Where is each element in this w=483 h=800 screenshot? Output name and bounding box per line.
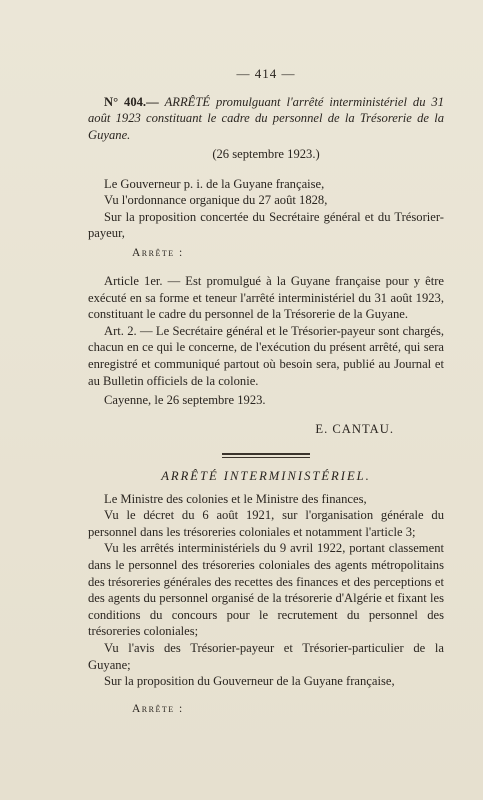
decree-number: N° 404.— [104, 94, 159, 109]
paragraph: Vu l'avis des Trésorier-payeur et Trésorier-particulier de la Guyane; [88, 640, 444, 672]
arrete-label: Arrête : [132, 246, 184, 259]
page-number: — 414 — [236, 66, 296, 81]
divider-rule [222, 453, 310, 458]
arrete-label: Arrête : [132, 703, 184, 716]
section-title: ARRÊTÉ INTERMINISTÉRIEL. [161, 468, 371, 483]
paragraph: Sur la proposition du Gouverneur de la Guyane française, [104, 674, 395, 689]
paragraph: Vu les arrêtés interministériels du 9 avril 1922, portant classement dans le personnel des trésoreries coloniales des agents métropolitains des trésoreries générales des recettes des finances et des perceptions et des agents du personnel organisé de la trésorerie d'Algérie et fixant les conditions du concours pour le recrutement du personnel des trésoreries coloniales; [88, 541, 444, 639]
decree-header [88, 94, 444, 144]
paragraph: Vu le décret du 6 août 1921, sur l'organisation générale du personnel dans les trésoreries coloniales et notamment l'article 3; [88, 508, 444, 539]
article-1: Article 1er. — Est promulgué à la Guyane française pour y être exécuté en sa forme et teneur l'arrêté interministériel du 31 août 1923, constituant le cadre du personnel de la Trésorerie de la Guyane. [88, 274, 444, 322]
decree-title: ARRÊTÉ promulguant l'arrêté interministériel du 31 août 1923 constituant le cadre du personnel de la Trésorerie de la Guyane. [88, 94, 444, 142]
text-block [88, 66, 444, 729]
decree-date: (26 septembre 1923.) [212, 147, 320, 162]
paragraph: Le Gouverneur p. i. de la Guyane française, [104, 176, 325, 191]
article-2: Art. 2. — Le Secrétaire général et le Trésorier-payeur sont chargés, chacun en ce qui le concerne, de l'exécution du présent arrêté, qui sera enregistré et communiqué partout où besoin sera, publié au Journal et au Bulletin officiels de la colonie. [88, 323, 444, 388]
signature: E. CANTAU. [315, 422, 394, 437]
paragraph: Sur la proposition concertée du Secrétaire général et du Trésorier-payeur, [88, 209, 444, 241]
paragraph: Vu l'ordonnance organique du 27 août 1828, [104, 193, 328, 208]
paragraph: Le Ministre des colonies et le Ministre des finances, [104, 491, 367, 506]
place-date: Cayenne, le 26 septembre 1923. [104, 393, 266, 408]
